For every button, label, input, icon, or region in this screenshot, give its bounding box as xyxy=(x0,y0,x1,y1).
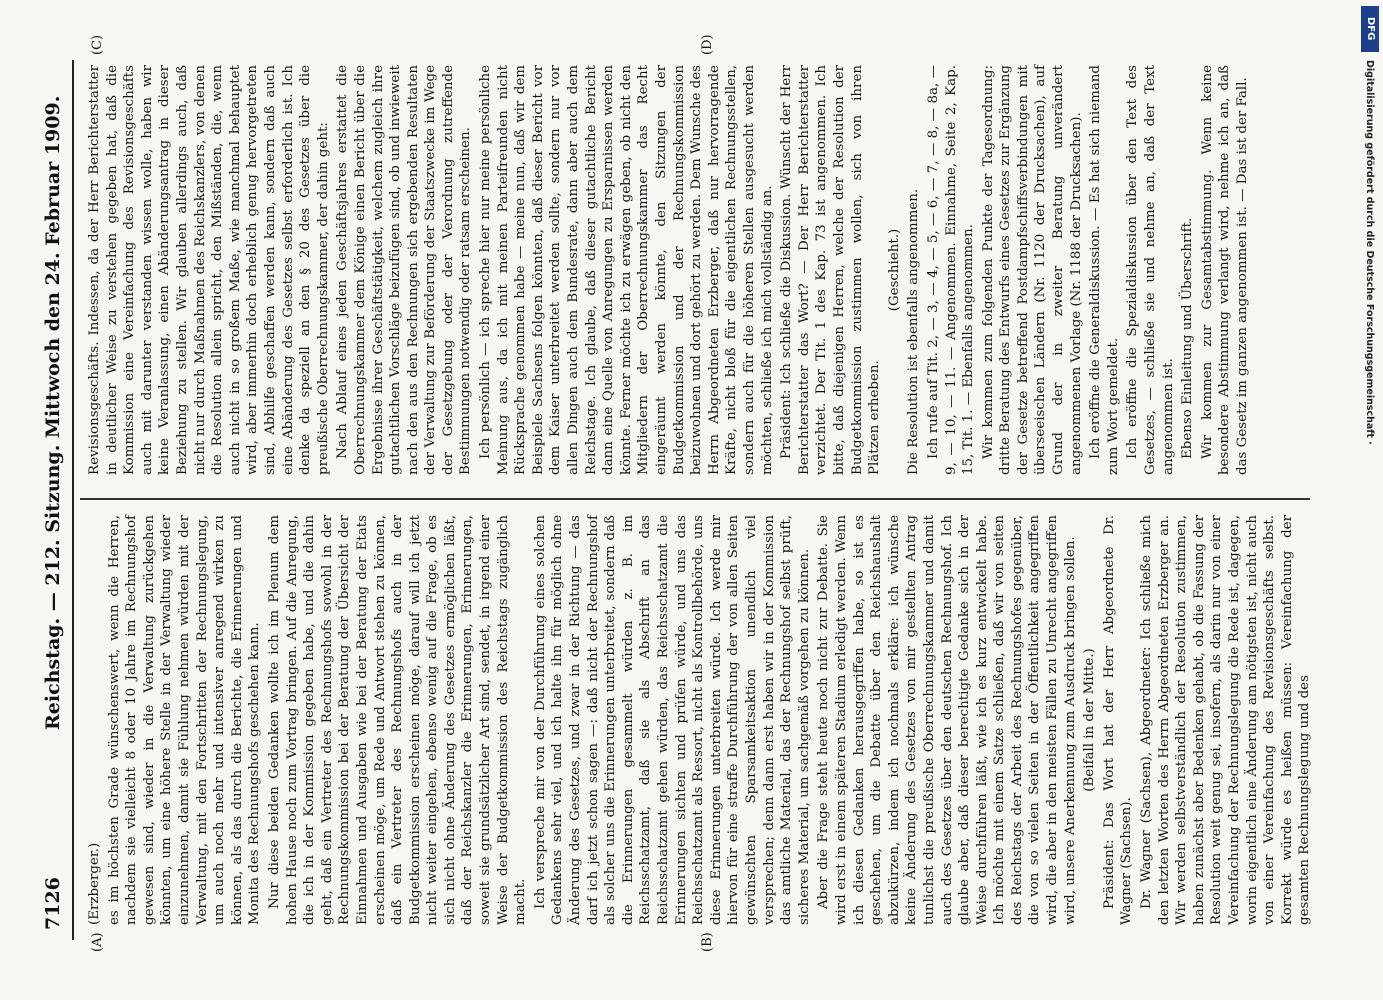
paragraph: Ebenso Einleitung und Überschrift. xyxy=(1180,217,1196,459)
paragraph: (Geschieht.) xyxy=(886,228,902,312)
header-rule xyxy=(72,60,74,940)
page-number: 7126 xyxy=(42,877,64,930)
left-text-column xyxy=(86,515,1316,925)
margin-marker-d: (D) xyxy=(700,34,715,55)
paragraph: Dr. Wagner (Sachsen), Abgeordneter: Ich schließe mich den letzten Worten des Herrn Abgeordneten Erzberger an. Wir werden selbstverständlich der Resolution zustimmen, haben zunächst aber Bedenken gehabt, ob die Fassung der Resolution weit genug sei, insofern, als darin nur von einer Vereinfachung der Rechnungslegung die Rede ist, dagegen, worin eigentlich eine Änderung am nötigsten ist, nicht auch von einer Vereinfachung des Revisionsgeschäfts selbst. Korrekt würde es heißen müssen: Vereinfachung der gesamten Rechnungslegung und des xyxy=(1139,515,1313,925)
paragraph: Revisionsgeschäfts. Indessen, da der Herr Berichterstatter in deutlicher Weise zu verstehen gegeben hat, daß die Kommission eine Vereinfachung des Revisionsgeschäfts auch mit darunter verstanden wissen wolle, haben wir keine Veranlassung, einen Abänderungsantrag in dieser Beziehung zu stellen. Wir glauben allerdings auch, daß nicht nur durch Maßnahmen des Reichskanzlers, von denen die Resolution allein spricht, den Mißständen, die, wenn auch nicht in so großem Maße, wie manchmal behauptet wird, aber immerhin doch erheblich genug hervorgetreten sind, Abhilfe geschaffen werden kann, sondern daß auch eine Abänderung des Gesetzes selbst erforderlich ist. Ich denke da speziell an den § 20 des Gesetzes über die preußische Oberrechnungskammer, der dahin geht: xyxy=(87,65,331,475)
paragraph: Aber die Frage steht heute noch nicht zur Debatte. Sie wird erst in einem späteren Stadium erledigt werden. Wenn ich diesen Gedanken herausgegriffen habe, so ist es geschehen, um die Debatte über den Reichshaushalt abzukürzen, indem ich nochmals erkläre: ich wünsche keine Änderung des Gesetzes von mir gestellten Antrag tunlichst die preußische Oberrechnungskammer und damit auch des Gesetzes über den deutschen Rechnungshof. Ich glaube aber, daß dieser berechtigte Gedanke sich in der Weise durchführen läßt, wie ich es kurz entwickelt habe. Ich möchte mit einem Satze schließen, daß wir von seiten des Reichstags der Arbeit des Rechnungshofes gegenüber, die von so vielen Seiten in der Öffentlichkeit angegriffen wird, die aber in den meisten Fällen zu Unrecht angegriffen wird, unsere Anerkennung zum Ausdruck bringen sollen. xyxy=(816,515,1078,925)
paragraph: Ich rufe auf Tit. 2, — 3, — 4, — 5, — 6, — 7, — 8, — 8a, — 9, — 10, — 11. — Angenommen. Einnahme, Seite 2, Kap. 15, Tit. 1. — Ebenfalls angenommen. xyxy=(925,65,977,475)
paragraph: Ich persönlich — ich spreche hier nur meine persönliche Meinung aus, da ich mit meinen Parteifreunden nicht Rücksprache genommen habe — meine nun, daß wir dem Beispiele Sachsens folgen könnten, daß dieser Bericht vor dem Kaiser unterbreitet werden sollte, sondern nur vor allen Dingen auch dem Bundesrate, dann aber auch dem Reichstage. Ich glaube, daß dieser gutachtliche Bericht dann eine Quelle von Anregungen zu Ersparnissen werden könnte. Ferner möchte ich zu erwägen geben, ob nicht den Mitgliedern der Oberrechnungskammer das Recht eingeräumt werden könnte, den Sitzungen der Budgetkommission und der Rechnungskommission beizuwohnen und dort gehört zu werden. Dem Wunsche des Herrn Abgeordneten Erzberger, daß nur hervorragende Kräfte, nicht bloß für die eigentlichen Rechnungsstellen, sondern auch für die höheren Stellen ausgesucht werden möchten, schließe ich mich vollständig an. xyxy=(478,65,775,475)
margin-marker-b: (B) xyxy=(700,932,715,952)
paragraph: Die Resolution ist ebenfalls angenommen. xyxy=(906,188,922,475)
paragraph: Präsident: Ich schließe die Diskussion. Wünscht der Herr Berichterstatter das Wort? — Der Herr Berichterstatter verzichtet. Der Tit. 1 des Kap. 73 ist angenommen. Ich bitte, daß diejenigen Herren, welche der Resolution der Budgetkommission zustimmen wollen, sich von ihren Plätzen erheben. xyxy=(779,65,883,475)
page-header xyxy=(40,70,70,930)
column-divider xyxy=(80,498,1310,500)
dfg-logo: DFG xyxy=(1361,6,1379,52)
header-text: Reichstag. — 212. Sitzung. Mittwoch den 24. Februar 1909. xyxy=(42,95,64,730)
margin-marker-a: (A) xyxy=(90,932,105,952)
margin-marker-c: (C) xyxy=(90,34,105,55)
paragraph: Präsident: Das Wort hat der Herr Abgeordnete Dr. Wagner (Sachsen). xyxy=(1101,515,1135,925)
paragraph: (Beifall in der Mitte.) xyxy=(1082,648,1098,792)
paragraph: Ich eröffne die Generaldiskussion. — Es hat sich niemand zum Wort gemeldet. xyxy=(1088,65,1121,475)
paragraph: (Erzberger.) xyxy=(87,842,102,925)
paragraph: Ich verspreche mir von der Durchführung eines solchen Gedankens sehr viel, und ich halte ihn für möglich ohne Änderung des Gesetzes, und zwar in der Richtung — das darf ich jetzt schon sagen —: daß nicht der Rechnungshof als solcher uns die Erinnerungen unterbreitet, sondern daß die Erinnerungen gesammelt würden z. B. im Reichsschatzamt, daß sie als Abschrift an das Reichsschatzamt gehen würden, das Reichsschatzamt die Erinnerungen sichten und prüfen würde, und uns das Reichsschatzamt als Ressort, nicht als Kontrollbehörde, uns diese Erinnerungen unterbreiten würde. Ich werde mir hiervon für eine straffe Durchführung der von allen Seiten gewünschten Sparsamkeitsaktion unendlich viel versprechen; denn dann erst haben wir in der Kommission das amtliche Material, das der Rechnungshof selbst prüft, sicheres Material, um sachgemäß vorgehen zu können. xyxy=(532,515,812,925)
paragraph: Nur diese beiden Gedanken wollte ich im Plenum dem hohen Hause noch zum Vortrag bringen. Auf die Anregung, die ich in der Kommission gegeben habe, und die dahin geht, daß ein Vertreter des Rechnungshofs sowohl in der Rechnungskommission bei der Beratung der Übersicht der Einnahmen und Ausgaben wie bei der Beratung der Etats erscheinen möge, um Rede und Antwort stehen zu können, daß ein Vertreter des Rechnungshofs auch in der Budgetkommission erscheinen möge, darauf will ich jetzt nicht weiter eingehen, ebenso wenig auf die Frage, ob es sich nicht ohne Änderung des Gesetzes ermöglichen läßt, daß der Reichskanzler die Erinnerungen, Erinnerungen, soweit sie grundsätzlicher Art sind, sendet, in irgend einer Weise der Budgetkommission des Reichstags zugänglich macht. xyxy=(266,515,529,925)
paragraph: Ich eröffne die Spezialdiskussion über den Text des Gesetzes, — schließe sie und nehme an, daß der Text angenommen ist. xyxy=(1125,65,1176,475)
digitization-note: Digitalisierung gefördert durch die Deutsche Forschungsgemeinschaft · xyxy=(1364,60,1375,445)
right-text-column xyxy=(86,65,1254,475)
paragraph: Nach Ablauf eines jeden Geschäftsjahres erstattet die Oberrechnungskammer dem Könige einen Bericht über die Ergebnisse ihrer Geschäftstätigkeit, welchem zugleich ihre gutachtlichen Vorschläge beizufügen sind, ob und inwieweit nach den aus den Rechnungen sich ergebenden Resultaten der Verwaltung zur Beförderung der Staatszwecke im Wege der Gesetzgebung oder der Verordnung zutreffende Bestimmungen notwendig oder ratsam erscheinen. xyxy=(335,65,474,475)
paragraph: Wir kommen zur Gesamtabstimmung. Wenn keine besondere Abstimmung verlangt wird, nehme ich an, daß das Gesetz im ganzen angenommen ist. — Das ist der Fall. xyxy=(1199,65,1250,475)
paragraph: Wir kommen zum folgenden Punkte der Tagesordnung: dritte Beratung des Entwurfs eines Gesetzes zur Ergänzung der Gesetze betreffend Postdampfschiffsverbindungen mit überseeischen Ländern (Nr. 1120 der Drucksachen), auf Grund der in zweiter Beratung unverändert angenommenen Vorlage (Nr. 1188 der Drucksachen). xyxy=(980,65,1084,475)
paragraph: es im höchsten Grade wünschenswert, wenn die Herren, nachdem sie vielleicht 8 oder 10 Jahre im Rechnungshof gewesen sind, wieder in die Verwaltung zurückgehen könnten, um eine höhere Stelle in der Verwaltung wieder einzunehmen, damit sie Fühlung nehmen würden mit der Verwaltung, mit den Fortschritten der Rechnungslegung, um auch noch mehr und intensiver anregend wirken zu können, als das durch die Berichte, die Erinnerungen und Monita des Rechnungshofs geschehen kann. xyxy=(106,515,263,925)
